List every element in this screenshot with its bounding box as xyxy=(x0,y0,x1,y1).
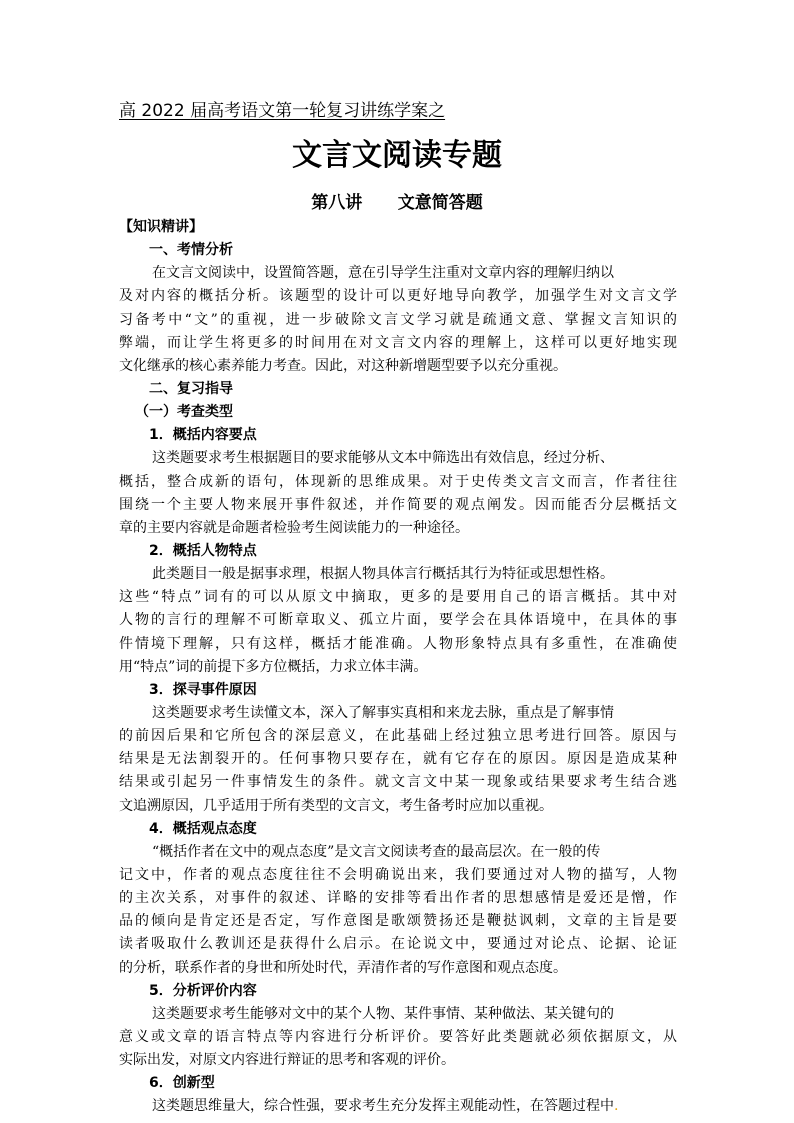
paragraph-line: 件情境下理解，只有这样，概括才能准确。人物形象特点具有多重性，在准确使 xyxy=(119,635,677,652)
paragraph-line: 的主次关系，对事件的叙述、详略的安排等看出作者的思想感情是爱还是憎，作 xyxy=(119,890,677,907)
paragraph-line: 文化继承的核心素养能力考查。因此，对这种新增题型要予以充分重视。 xyxy=(119,357,567,374)
paragraph-line: 章的主要内容就是命题者检验考生阅读能力的一种途径。 xyxy=(119,519,469,536)
paragraph-line: 用“特点”词的前提下多方位概括，力求立体丰满。 xyxy=(119,658,428,675)
paragraph-line: 文追溯原因，几乎适用于所有类型的文言文，考生备考时应加以重视。 xyxy=(119,797,553,814)
topic-heading: 6．创新型 xyxy=(149,1075,215,1092)
paragraph-line: 习备考中“文”的重视，进一步破除文言文学习就是疏通文意、掌握文言知识的 xyxy=(119,311,677,328)
topic-heading: 2．概括人物特点 xyxy=(149,542,257,559)
paragraph-line: 品的倾向是肯定还是否定，写作意图是歌颂赞扬还是鞭挞讽刺，文章的主旨是要 xyxy=(119,913,677,930)
paragraph-line: 这类题要求考生读懂文本，深入了解事实真相和来龙去脉，重点是了解事情 xyxy=(152,704,614,721)
subheading-question-types: （一）考查类型 xyxy=(135,404,233,421)
document-body xyxy=(119,216,677,1118)
paragraph-text: 这类题思维量大，综合性强，要求考生充分发挥主观能动性，在答题过程中 xyxy=(152,1098,614,1115)
paragraph-line: 这类题要求考生根据题目的要求能够从文本中筛选出有效信息，经过分析、 xyxy=(152,450,614,467)
paragraph-line: 的分析，联系作者的身世和所处时代，弄清作者的写作意图和观点态度。 xyxy=(119,959,567,976)
paragraph-line: 的前因后果和它所包含的深层意义，在此基础上经过独立思考进行回答。原因与 xyxy=(119,728,677,745)
heading-review-guide: 二、复习指导 xyxy=(149,380,233,397)
paragraph-line: 在文言文阅读中，设置简答题，意在引导学生注重对文章内容的理解归纳以 xyxy=(152,265,614,282)
paragraph-line: 概括，整合成新的语句，体现新的思维成果。对于史传类文言文而言，作者往往 xyxy=(119,473,677,490)
section-label: 【知识精讲】 xyxy=(119,219,203,235)
trailing-mark: . xyxy=(614,1098,619,1115)
paragraph-line: 此类题目一般是据事求理，根据人物具体言行概括其行为特征或思想性格。 xyxy=(152,566,614,583)
paragraph-line: 意义或文章的语言特点等内容进行分析评价。要答好此类题就必须依据原文，从 xyxy=(119,1028,677,1045)
paragraph-line: 围绕一个主要人物来展开事件叙述，并作简要的观点阐发。因而能否分层概括文 xyxy=(119,496,677,513)
series-title: 高 2022 届高考语文第一轮复习讲练学案之 xyxy=(119,101,446,121)
paragraph-line: 结果或引起另一件事情发生的条件。就文言文中某一现象或结果要求考生结合逃 xyxy=(119,774,677,791)
topic-heading: 4．概括观点态度 xyxy=(149,820,257,837)
paragraph-line: 这些“特点”词有的可以从原文中摘取，更多的是要用自己的语言概括。其中对 xyxy=(119,589,677,606)
paragraph-line: 实际出发，对原文内容进行辩证的思考和客观的评价。 xyxy=(119,1052,455,1069)
paragraph-line: “概括作者在文中的观点态度”是文言文阅读考查的最高层次。在一般的传 xyxy=(152,843,601,860)
paragraph-line xyxy=(119,1095,677,1118)
paragraph-line: 人物的言行的理解不可断章取义、孤立片面，要学会在具体语境中，在具体的事 xyxy=(119,612,677,629)
topic-heading: 1．概括内容要点 xyxy=(149,427,257,444)
topic-heading: 3．探寻事件原因 xyxy=(149,681,257,698)
main-title: 文言文阅读专题 xyxy=(292,138,502,173)
topic-heading: 5．分析评价内容 xyxy=(149,982,257,999)
paragraph-line: 弊端，而让学生将更多的时间用在对文言文内容的理解上，这样可以更好地实现 xyxy=(119,334,677,351)
heading-exam-analysis: 一、考情分析 xyxy=(149,242,233,259)
paragraph-line: 及对内容的概括分析。该题型的设计可以更好地导向教学，加强学生对文言文学 xyxy=(119,288,677,305)
lecture-title: 第八讲 文意简答题 xyxy=(311,193,483,213)
paragraph-line: 记文中，作者的观点态度往往不会明确说出来，我们要通过对人物的描写，人物 xyxy=(119,866,677,883)
paragraph-line: 结果是无法割裂开的。任何事物只要存在，就有它存在的原因。原因是造成某种 xyxy=(119,751,677,768)
paragraph-line: 这类题要求考生能够对文中的某个人物、某件事情、某种做法、某关键句的 xyxy=(152,1005,614,1022)
paragraph-line: 读者吸取什么教训还是获得什么启示。在论说文中，要通过对论点、论据、论证 xyxy=(119,936,677,953)
